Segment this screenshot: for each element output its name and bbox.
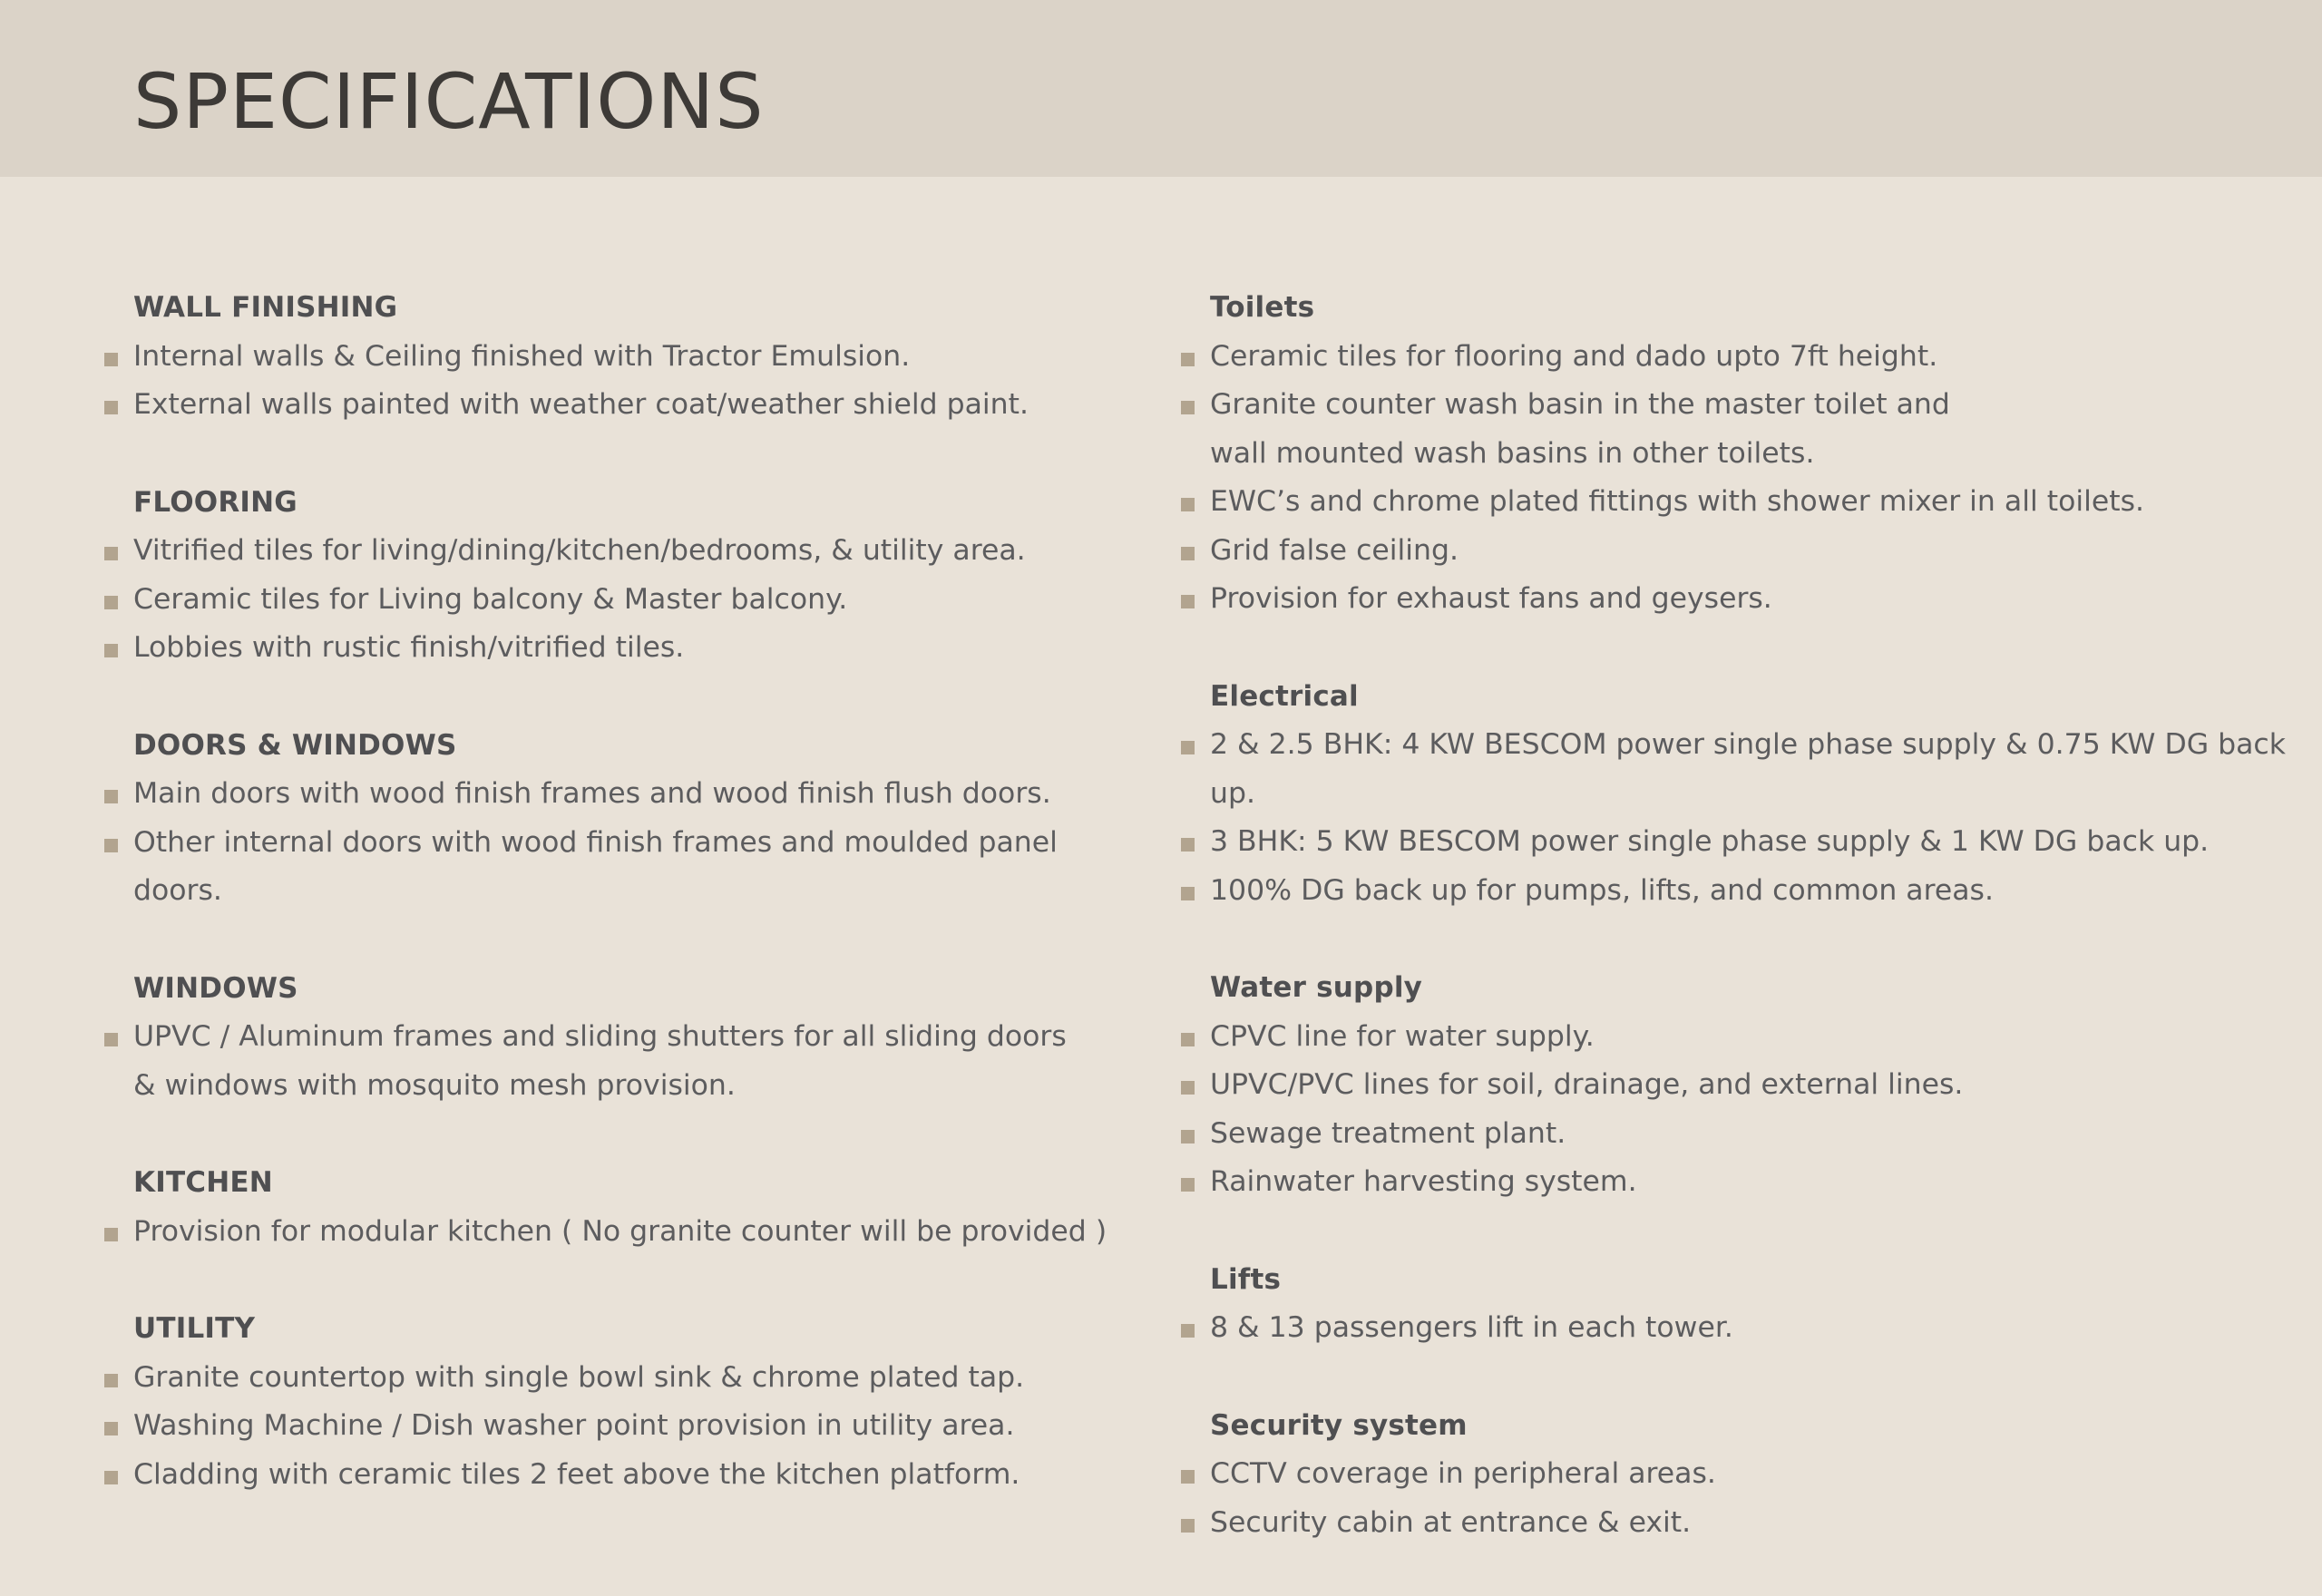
spec-item xyxy=(100,819,1134,916)
spec-item-text: Granite counter wash basin in the master toilet and wall mounted wash basins in other toilets. xyxy=(1210,388,1950,470)
spec-item-text: Rainwater harvesting system. xyxy=(1210,1165,1637,1198)
spec-item-text: Vitrified tiles for living/dining/kitchen/bedrooms, & utility area. xyxy=(133,534,1026,567)
spec-section-security-system xyxy=(1176,1402,2301,1548)
square-bullet-icon xyxy=(104,596,118,609)
spec-item xyxy=(1176,1450,2301,1499)
spec-item-text: 2 & 2.5 BHK: 4 KW BESCOM power single phase supply & 0.75 KW DG back up. xyxy=(1210,728,2286,810)
section-heading: FLOORING xyxy=(133,485,298,519)
spec-item xyxy=(1176,575,2301,624)
spec-section-water-supply xyxy=(1176,964,2301,1207)
spec-item-text: Ceramic tiles for Living balcony & Master balcony. xyxy=(133,582,848,616)
spec-list xyxy=(100,770,1134,916)
square-bullet-icon xyxy=(1181,498,1195,511)
square-bullet-icon xyxy=(1181,887,1195,900)
spec-list xyxy=(100,333,1134,430)
square-bullet-icon xyxy=(1181,1470,1195,1484)
section-heading: UTILITY xyxy=(133,1312,256,1345)
section-heading: Electrical xyxy=(1210,679,1359,713)
square-bullet-icon xyxy=(104,1374,118,1387)
page-title: SPECIFICATIONS xyxy=(133,57,765,146)
spec-section-kitchen xyxy=(100,1159,1134,1256)
square-bullet-icon xyxy=(1181,1033,1195,1046)
spec-item xyxy=(1176,1110,2301,1159)
square-bullet-icon xyxy=(104,644,118,657)
square-bullet-icon xyxy=(1181,838,1195,852)
spec-item xyxy=(100,576,1134,625)
section-heading: Lifts xyxy=(1210,1262,1282,1296)
spec-item-text: Security cabin at entrance & exit. xyxy=(1210,1505,1692,1539)
spec-item xyxy=(1176,818,2301,867)
spec-list xyxy=(100,1354,1134,1500)
spec-item-text: Granite countertop with single bowl sink & chrome plated tap. xyxy=(133,1360,1025,1394)
square-bullet-icon xyxy=(104,1228,118,1241)
spec-item xyxy=(1176,1304,2301,1353)
section-heading: Toilets xyxy=(1210,291,1315,324)
section-heading: WALL FINISHING xyxy=(133,291,398,324)
spec-item xyxy=(100,1013,1134,1110)
spec-item xyxy=(1176,381,2301,478)
spec-item-text: External walls painted with weather coat/weather shield paint. xyxy=(133,388,1029,421)
section-heading: WINDOWS xyxy=(133,971,298,1005)
spec-item-text: Main doors with wood finish frames and wood finish flush doors. xyxy=(133,777,1051,810)
square-bullet-icon xyxy=(104,547,118,560)
spec-item-text: CPVC line for water supply. xyxy=(1210,1019,1595,1053)
spec-item xyxy=(1176,1013,2301,1062)
square-bullet-icon xyxy=(1181,1081,1195,1095)
spec-item-text: Internal walls & Ceiling finished with Tractor Emulsion. xyxy=(133,339,911,373)
spec-item-text: Grid false ceiling. xyxy=(1210,533,1459,567)
spec-item-text: Washing Machine / Dish washer point provision in utility area. xyxy=(133,1409,1015,1442)
section-heading: Security system xyxy=(1210,1408,1468,1442)
spec-item xyxy=(100,1208,1134,1257)
spec-item xyxy=(100,1354,1134,1403)
spec-item-text: UPVC/PVC lines for soil, drainage, and external lines. xyxy=(1210,1068,1964,1101)
spec-item-text: 100% DG back up for pumps, lifts, and common areas. xyxy=(1210,873,1994,907)
section-heading: KITCHEN xyxy=(133,1166,273,1199)
spec-item xyxy=(1176,867,2301,916)
section-heading: Water supply xyxy=(1210,971,1423,1004)
square-bullet-icon xyxy=(104,790,118,803)
spec-item xyxy=(100,381,1134,430)
spec-item xyxy=(100,1451,1134,1500)
spec-item-text: Ceramic tiles for flooring and dado upto 7ft height. xyxy=(1210,339,1938,373)
square-bullet-icon xyxy=(104,1471,118,1484)
spec-item-text: Provision for modular kitchen ( No granite counter will be provided ) xyxy=(133,1214,1107,1248)
square-bullet-icon xyxy=(104,353,118,366)
spec-item xyxy=(100,1402,1134,1451)
spec-item xyxy=(1176,1499,2301,1548)
spec-item-text: Sewage treatment plant. xyxy=(1210,1116,1566,1150)
spec-item xyxy=(1176,527,2301,576)
spec-section-toilets xyxy=(1176,284,2301,624)
square-bullet-icon xyxy=(1181,1130,1195,1143)
spec-section-wall-finishing xyxy=(100,284,1134,430)
square-bullet-icon xyxy=(104,839,118,852)
spec-section-lifts xyxy=(1176,1256,2301,1353)
square-bullet-icon xyxy=(1181,547,1195,560)
spec-item xyxy=(1176,1061,2301,1110)
square-bullet-icon xyxy=(1181,595,1195,608)
spec-item xyxy=(1176,1158,2301,1207)
square-bullet-icon xyxy=(1181,1519,1195,1533)
square-bullet-icon xyxy=(1181,401,1195,414)
spec-list xyxy=(1176,1450,2301,1547)
square-bullet-icon xyxy=(1181,353,1195,366)
spec-section-flooring xyxy=(100,479,1134,673)
spec-section-electrical xyxy=(1176,673,2301,916)
spec-item-text: 8 & 13 passengers lift in each tower. xyxy=(1210,1311,1733,1344)
square-bullet-icon xyxy=(104,1033,118,1046)
spec-item xyxy=(1176,721,2301,818)
spec-list xyxy=(1176,1304,2301,1353)
spec-item xyxy=(100,527,1134,576)
section-heading: DOORS & WINDOWS xyxy=(133,728,457,762)
spec-list xyxy=(1176,333,2301,624)
spec-section-utility xyxy=(100,1305,1134,1499)
spec-list xyxy=(100,527,1134,673)
spec-item xyxy=(1176,478,2301,527)
spec-item-text: CCTV coverage in peripheral areas. xyxy=(1210,1457,1716,1490)
spec-item xyxy=(100,333,1134,382)
spec-item xyxy=(100,770,1134,819)
square-bullet-icon xyxy=(104,1422,118,1435)
square-bullet-icon xyxy=(104,401,118,414)
spec-list xyxy=(100,1013,1134,1110)
spec-item xyxy=(1176,333,2301,382)
right-column xyxy=(1176,284,2301,1596)
spec-section-windows xyxy=(100,965,1134,1111)
spec-item-text: Other internal doors with wood finish frames and moulded panel doors. xyxy=(133,825,1058,907)
spec-item xyxy=(100,624,1134,673)
square-bullet-icon xyxy=(1181,1178,1195,1192)
square-bullet-icon xyxy=(1181,741,1195,754)
spec-item-text: Cladding with ceramic tiles 2 feet above the kitchen platform. xyxy=(133,1457,1020,1491)
spec-item-text: UPVC / Aluminum frames and sliding shutters for all sliding doors & windows with mosquito mesh provision. xyxy=(133,1020,1067,1102)
spec-item-text: Lobbies with rustic finish/vitrified tiles. xyxy=(133,631,685,664)
spec-list xyxy=(1176,1013,2301,1207)
left-column xyxy=(100,284,1134,1548)
square-bullet-icon xyxy=(1181,1324,1195,1338)
header-band xyxy=(0,0,2322,177)
spec-item-text: 3 BHK: 5 KW BESCOM power single phase supply & 1 KW DG back up. xyxy=(1210,825,2210,858)
spec-section-doors-and-windows xyxy=(100,722,1134,916)
spec-item-text: EWC’s and chrome plated fittings with shower mixer in all toilets. xyxy=(1210,485,2144,518)
spec-list xyxy=(100,1208,1134,1257)
spec-list xyxy=(1176,721,2301,915)
spec-item-text: Provision for exhaust fans and geysers. xyxy=(1210,582,1772,615)
